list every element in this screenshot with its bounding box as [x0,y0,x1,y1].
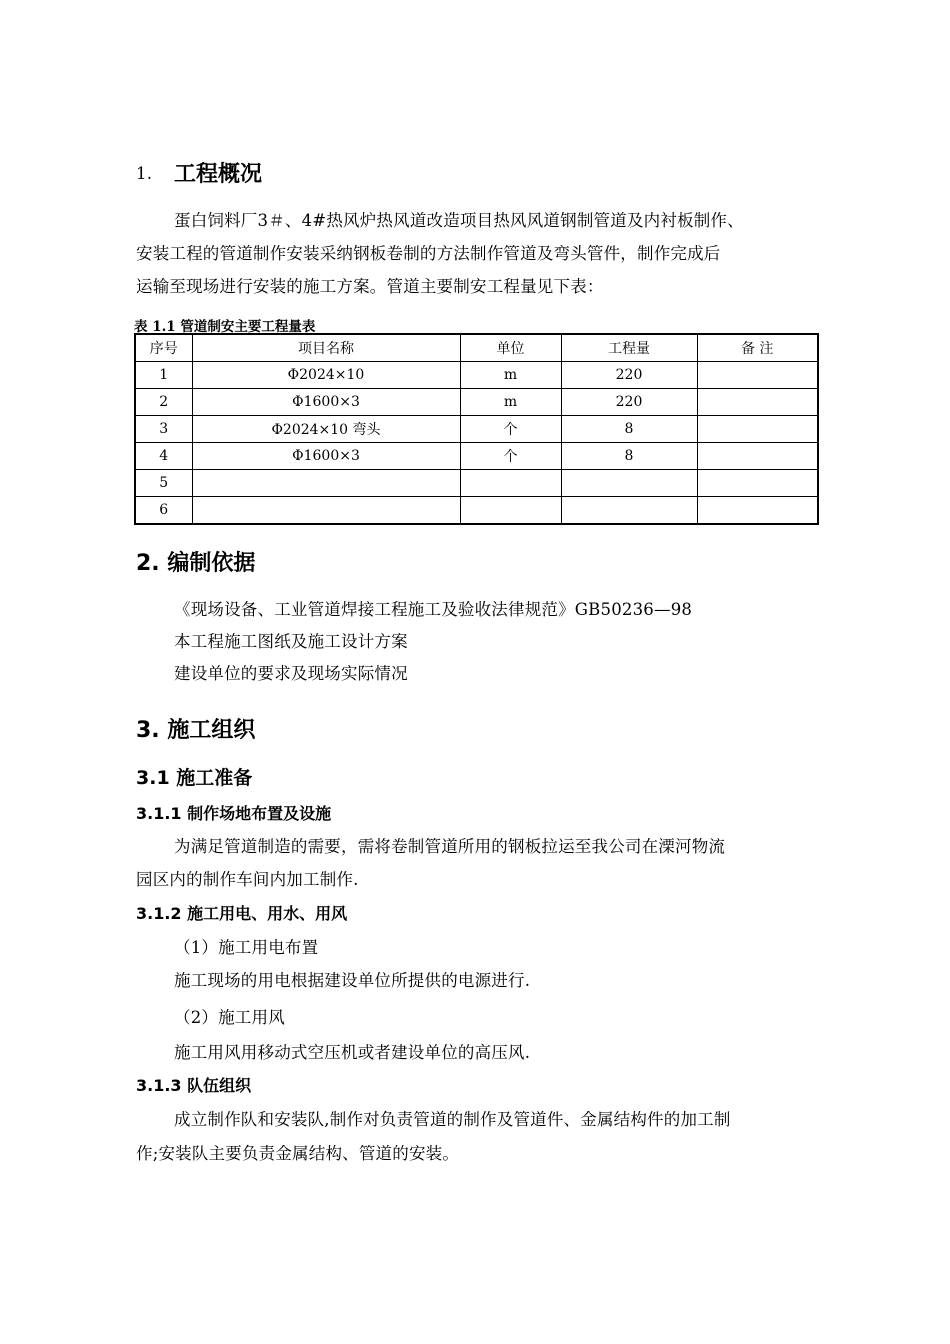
cell-seq: 3 [135,416,192,443]
section1-line-2: 安装工程的管道制作安装采纳钢板卷制的方法制作管道及弯头管件，制作完成后 [136,244,721,263]
section3-1-3-heading: 3.1.3 队伍组织 [136,1076,252,1095]
header-item-name: 项目名称 [192,334,460,362]
cell-seq: 5 [135,470,192,497]
table-header-row [135,334,818,362]
cell-unit [460,470,561,497]
cell-unit [460,497,561,525]
cell-seq: 6 [135,497,192,525]
cell-remarks [697,470,818,497]
cell-seq: 4 [135,443,192,470]
section2-heading: 2. 编制依据 [136,551,256,576]
cell-item-name [192,497,460,525]
header-unit: 单位 [460,334,561,362]
table-row [135,497,818,525]
cell-seq: 1 [135,362,192,389]
section3-1-2-heading: 3.1.2 施工用电、用水、用风 [136,904,348,923]
header-remarks: 备 注 [697,334,818,362]
cell-quantity [561,470,697,497]
cell-unit: m [460,389,561,416]
cell-unit: 个 [460,443,561,470]
header-seq: 序号 [135,334,192,362]
section3-1-2-text-1: 施工现场的用电根据建设单位所提供的电源进行. [174,971,531,990]
quantity-table [134,333,819,525]
cell-remarks [697,362,818,389]
section3-1-3-line-2: 作;安装队主要负责金属结构、管道的安装。 [136,1144,460,1163]
section2-item-3: 建设单位的要求及现场实际情况 [174,664,408,683]
section3-1-2-item-2: （2）施工用风 [174,1008,285,1027]
cell-item-name: Φ2024×10 [192,362,460,389]
cell-quantity: 220 [561,389,697,416]
table-caption: 表 1.1 管道制安主要工程量表 [134,319,316,335]
cell-remarks [697,389,818,416]
cell-remarks [697,416,818,443]
cell-item-name [192,470,460,497]
section1-line-3: 运输至现场进行安装的施工方案。管道主要制安工程量见下表： [136,277,604,296]
cell-remarks [697,497,818,525]
section1-title: 工程概况 [174,162,263,187]
section3-1-2-item-1: （1）施工用电布置 [174,938,319,957]
section3-1-heading: 3.1 施工准备 [136,767,253,789]
cell-item-name: Φ1600×3 [192,389,460,416]
table-row [135,416,818,443]
table-row [135,362,818,389]
section3-1-1-line-1: 为满足管道制造的需要，需将卷制管道所用的钢板拉运至我公司在溧河物流 [174,837,726,856]
cell-remarks [697,443,818,470]
table-row [135,443,818,470]
cell-seq: 2 [135,389,192,416]
cell-quantity: 220 [561,362,697,389]
section2-item-2: 本工程施工图纸及施工设计方案 [174,632,408,651]
cell-item-name: Φ2024×10 弯头 [192,416,460,443]
section1-line-1: 蛋白饲料厂3＃、4#热风炉热风道改造项目热风风道钢制管道及内衬板制作、 [174,211,744,230]
cell-quantity: 8 [561,416,697,443]
section3-1-1-heading: 3.1.1 制作场地布置及设施 [136,804,332,823]
table-row [135,470,818,497]
cell-unit: 个 [460,416,561,443]
section3-1-2-text-2: 施工用风用移动式空压机或者建设单位的高压风. [174,1043,531,1062]
section1-number: 1. [136,164,153,183]
header-quantity: 工程量 [561,334,697,362]
cell-quantity [561,497,697,525]
cell-item-name: Φ1600×3 [192,443,460,470]
cell-unit: m [460,362,561,389]
cell-quantity: 8 [561,443,697,470]
table-row [135,389,818,416]
section3-heading: 3. 施工组织 [136,718,256,743]
section3-1-1-line-2: 园区内的制作车间内加工制作. [136,870,359,889]
section2-item-1: 《现场设备、工业管道焊接工程施工及验收法律规范》GB50236—98 [174,600,693,619]
section3-1-3-line-1: 成立制作队和安装队,制作对负责管道的制作及管道件、金属结构件的加工制 [174,1110,731,1129]
